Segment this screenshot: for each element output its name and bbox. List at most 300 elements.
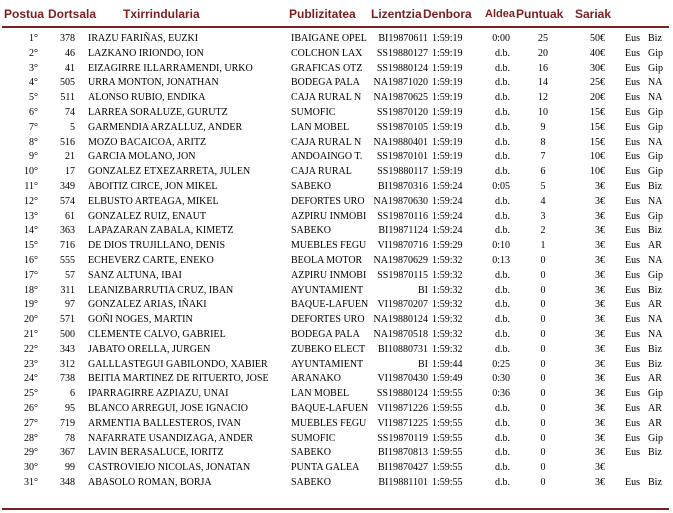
cell-publizitatea: SUMOFIC: [291, 432, 336, 444]
cell-lizentzia: BI19870813: [378, 447, 428, 459]
cell-aldea: d.b.: [495, 210, 510, 222]
cell-federazioa: Eus: [625, 62, 640, 74]
cell-postua: 28°: [24, 432, 38, 444]
cell-lizentzia: NA19870518: [373, 328, 428, 340]
cell-federazioa: Eus: [625, 121, 640, 133]
cell-publizitatea: SUMOFIC: [291, 106, 336, 118]
cell-puntuak: 3: [540, 210, 546, 222]
cell-txirrindularia: GARCIA MOLANO, JON: [88, 151, 196, 163]
cell-federazioa: Eus: [625, 476, 640, 488]
cell-txirrindularia: EIZAGIRRE ILLARRAMENDI, URKO: [88, 62, 253, 74]
table-row: [0, 298, 673, 313]
cell-sariak: 10€: [590, 151, 605, 163]
cell-lurraldea: Gip: [648, 269, 663, 281]
cell-txirrindularia: ABOITIZ CIRCE, JON MIKEL: [88, 180, 218, 192]
cell-federazioa: Eus: [625, 299, 640, 311]
cell-denbora: 1:59:19: [432, 166, 463, 178]
cell-txirrindularia: LAPAZARAN ZABALA, KIMETZ: [88, 225, 234, 237]
cell-lizentzia: NA19880401: [373, 136, 428, 148]
cell-txirrindularia: GONZALEZ ETXEZARRETA, JULEN: [88, 166, 251, 178]
cell-denbora: 1:59:32: [432, 343, 463, 355]
header-lizentzia: Lizentzia: [371, 7, 422, 21]
cell-denbora: 1:59:19: [432, 92, 463, 104]
cell-txirrindularia: ABASOLO ROMAN, BORJA: [88, 476, 212, 488]
cell-dortsala: 363: [60, 225, 75, 237]
table-row: [0, 62, 673, 77]
cell-postua: 6°: [29, 106, 38, 118]
table-header: [0, 0, 673, 27]
cell-puntuak: 0: [540, 343, 546, 355]
cell-sariak: 3€: [595, 447, 605, 459]
cell-dortsala: 378: [60, 33, 75, 44]
cell-postua: 17°: [24, 269, 38, 281]
cell-txirrindularia: MOZO BACAICOA, ARITZ: [88, 136, 207, 148]
cell-aldea: 0:00: [492, 33, 510, 44]
cell-denbora: 1:59:19: [432, 136, 463, 148]
cell-lurraldea: Biz: [648, 476, 662, 488]
table-row: [0, 47, 673, 62]
cell-lurraldea: AR: [648, 417, 662, 429]
cell-dortsala: 348: [60, 476, 75, 488]
cell-puntuak: 0: [540, 447, 546, 459]
table-row: [0, 224, 673, 239]
cell-postua: 2°: [29, 47, 38, 59]
cell-puntuak: 8: [540, 136, 546, 148]
cell-puntuak: 0: [540, 476, 546, 488]
header-txirrindularia: Txirrindularia: [123, 7, 200, 21]
cell-postua: 31°: [24, 476, 38, 488]
cell-puntuak: 0: [540, 462, 546, 474]
cell-publizitatea: SABEKO: [291, 180, 332, 192]
cell-federazioa: Eus: [625, 373, 640, 385]
cell-publizitatea: ARANAKO: [291, 373, 341, 385]
cell-postua: 10°: [24, 166, 38, 178]
cell-postua: 4°: [29, 77, 38, 89]
cell-dortsala: 738: [60, 373, 75, 385]
cell-federazioa: Eus: [625, 269, 640, 281]
cell-txirrindularia: GALLLASTEGUI GABILONDO, XABIER: [88, 358, 268, 370]
cell-sariak: 3€: [595, 402, 605, 414]
cell-denbora: 1:59:55: [432, 476, 463, 488]
cell-lurraldea: Biz: [648, 447, 662, 459]
table-row: [0, 328, 673, 343]
table-row: [0, 476, 673, 491]
cell-publizitatea: SABEKO: [291, 447, 332, 459]
cell-postua: 29°: [24, 447, 38, 459]
cell-denbora: 1:59:32: [432, 314, 463, 326]
cell-aldea: d.b.: [495, 284, 510, 296]
cell-federazioa: Eus: [625, 210, 640, 222]
cell-denbora: 1:59:19: [432, 121, 463, 133]
cell-postua: 25°: [24, 388, 38, 400]
cell-lizentzia: NA19880124: [373, 314, 428, 326]
cell-dortsala: 367: [60, 447, 75, 459]
cell-aldea: d.b.: [495, 432, 510, 444]
cell-puntuak: 0: [540, 328, 546, 340]
cell-postua: 27°: [24, 417, 38, 429]
cell-postua: 1°: [29, 33, 38, 44]
cell-lizentzia: VI19870716: [377, 240, 428, 252]
cell-publizitatea: IBAIGANE OPEL: [291, 33, 367, 44]
cell-postua: 22°: [24, 343, 38, 355]
cell-sariak: 15€: [590, 106, 605, 118]
cell-federazioa: Eus: [625, 254, 640, 266]
cell-denbora: 1:59:19: [432, 33, 463, 44]
cell-dortsala: 505: [60, 77, 75, 89]
cell-lurraldea: Gip: [648, 47, 663, 59]
cell-lizentzia: VI19871226: [377, 402, 428, 414]
cell-sariak: 3€: [595, 225, 605, 237]
table-row: [0, 446, 673, 461]
cell-dortsala: 46: [65, 47, 75, 59]
cell-sariak: 3€: [595, 180, 605, 192]
cell-denbora: 1:59:24: [432, 225, 463, 237]
cell-publizitatea: SABEKO: [291, 476, 332, 488]
cell-lizentzia: NA19870625: [373, 92, 428, 104]
cell-txirrindularia: BEITIA MARTINEZ DE RITUERTO, JOSE: [88, 373, 269, 385]
cell-postua: 21°: [24, 328, 38, 340]
cell-postua: 16°: [24, 254, 38, 266]
cell-postua: 3°: [29, 62, 38, 74]
cell-postua: 24°: [24, 373, 38, 385]
cell-aldea: d.b.: [495, 225, 510, 237]
cell-sariak: 3€: [595, 476, 605, 488]
cell-sariak: 10€: [590, 166, 605, 178]
cell-federazioa: Eus: [625, 92, 640, 104]
cell-sariak: 3€: [595, 328, 605, 340]
cell-postua: 11°: [24, 180, 38, 192]
cell-denbora: 1:59:19: [432, 47, 463, 59]
table-row: [0, 284, 673, 299]
cell-sariak: 3€: [595, 432, 605, 444]
cell-publizitatea: CAJA RURAL N: [291, 136, 362, 148]
cell-dortsala: 95: [65, 402, 75, 414]
cell-txirrindularia: ECHEVERZ CARTE, ENEKO: [88, 254, 214, 266]
cell-aldea: d.b.: [495, 417, 510, 429]
cell-txirrindularia: URRA MONTON, JONATHAN: [88, 77, 219, 89]
cell-puntuak: 16: [538, 62, 548, 74]
cell-aldea: d.b.: [495, 328, 510, 340]
cell-txirrindularia: LARREA SORALUZE, GURUTZ: [88, 106, 228, 118]
cell-txirrindularia: SANZ ALTUNA, IBAI: [88, 269, 182, 281]
cell-dortsala: 5: [70, 121, 75, 133]
cell-aldea: d.b.: [495, 47, 510, 59]
cell-txirrindularia: JABATO ORELLA, JURGEN: [88, 343, 211, 355]
table-row: [0, 180, 673, 195]
cell-dortsala: 312: [60, 358, 75, 370]
cell-publizitatea: CAJA RURAL N: [291, 92, 362, 104]
cell-sariak: 3€: [595, 240, 605, 252]
cell-txirrindularia: IRAZU FARIÑAS, EUZKI: [88, 33, 199, 44]
cell-lizentzia: NA19871020: [373, 77, 428, 89]
cell-denbora: 1:59:55: [432, 402, 463, 414]
cell-sariak: 15€: [590, 136, 605, 148]
cell-postua: 12°: [24, 195, 38, 207]
cell-denbora: 1:59:32: [432, 269, 463, 281]
cell-puntuak: 0: [540, 373, 546, 385]
cell-federazioa: Eus: [625, 358, 640, 370]
cell-postua: 26°: [24, 402, 38, 414]
cell-dortsala: 17: [65, 166, 75, 178]
cell-publizitatea: COLCHON LAX: [291, 47, 363, 59]
cell-aldea: d.b.: [495, 402, 510, 414]
cell-puntuak: 9: [540, 121, 546, 133]
cell-txirrindularia: LAZKANO IRIONDO, ION: [88, 47, 204, 59]
cell-publizitatea: BODEGA PALA: [291, 77, 360, 89]
header-publizitatea: Publizitatea: [289, 7, 356, 21]
cell-federazioa: Eus: [625, 314, 640, 326]
cell-sariak: 3€: [595, 314, 605, 326]
cell-puntuak: 0: [540, 299, 546, 311]
cell-publizitatea: PUNTA GALEA: [291, 462, 360, 474]
cell-lurraldea: Gip: [648, 62, 663, 74]
cell-puntuak: 4: [540, 195, 546, 207]
cell-dortsala: 6: [70, 388, 75, 400]
cell-federazioa: Eus: [625, 136, 640, 148]
cell-lizentzia: NA19870629: [373, 254, 428, 266]
cell-aldea: d.b.: [495, 77, 510, 89]
cell-sariak: 3€: [595, 373, 605, 385]
cell-postua: 13°: [24, 210, 38, 222]
cell-puntuak: 0: [540, 314, 546, 326]
cell-lurraldea: NA: [648, 195, 663, 207]
cell-publizitatea: AYUNTAMIENT: [291, 358, 364, 370]
cell-postua: 30°: [24, 462, 38, 474]
cell-lurraldea: AR: [648, 240, 662, 252]
cell-dortsala: 500: [60, 328, 75, 340]
cell-txirrindularia: LEANIZBARRUTIA CRUZ, IBAN: [88, 284, 234, 296]
table-row: [0, 402, 673, 417]
header-rule: [2, 26, 669, 28]
table-row: [0, 165, 673, 180]
cell-lurraldea: AR: [648, 299, 662, 311]
cell-denbora: 1:59:49: [432, 373, 463, 385]
cell-dortsala: 516: [60, 136, 75, 148]
cell-federazioa: Eus: [625, 166, 640, 178]
cell-lurraldea: NA: [648, 314, 663, 326]
table-row: [0, 417, 673, 432]
cell-sariak: 3€: [595, 417, 605, 429]
cell-denbora: 1:59:24: [432, 210, 463, 222]
cell-lizentzia: SS19880117: [377, 166, 428, 178]
cell-denbora: 1:59:19: [432, 77, 463, 89]
cell-sariak: 3€: [595, 269, 605, 281]
cell-federazioa: Eus: [625, 47, 640, 59]
cell-publizitatea: ZUBEKO ELECT: [291, 343, 366, 355]
cell-aldea: d.b.: [495, 166, 510, 178]
cell-publizitatea: DEFORTES URO: [291, 314, 365, 326]
cell-txirrindularia: GONZALEZ ARIAS, IÑAKI: [88, 299, 207, 311]
cell-publizitatea: AZPIRU INMOBI: [291, 210, 367, 222]
cell-sariak: 3€: [595, 254, 605, 266]
cell-lizentzia: SS19880127: [376, 47, 428, 59]
table-row: [0, 387, 673, 402]
cell-dortsala: 74: [65, 106, 75, 118]
cell-publizitatea: AYUNTAMIENT: [291, 284, 364, 296]
cell-txirrindularia: BLANCO ARREGUI, JOSE IGNACIO: [88, 402, 249, 414]
cell-publizitatea: CAJA RURAL: [291, 166, 352, 178]
cell-sariak: 3€: [595, 358, 605, 370]
cell-lurraldea: Biz: [648, 33, 662, 44]
cell-dortsala: 555: [60, 254, 75, 266]
cell-aldea: 0:36: [492, 388, 510, 400]
cell-lizentzia: VI19870430: [377, 373, 428, 385]
cell-puntuak: 0: [540, 402, 546, 414]
cell-lizentzia: BI19870611: [378, 33, 428, 44]
cell-lizentzia: NA19870630: [373, 195, 428, 207]
cell-puntuak: 12: [538, 92, 548, 104]
cell-aldea: d.b.: [495, 462, 510, 474]
cell-lurraldea: NA: [648, 328, 663, 340]
cell-postua: 15°: [24, 240, 38, 252]
cell-lurraldea: AR: [648, 373, 662, 385]
cell-puntuak: 1: [540, 240, 546, 252]
cell-federazioa: Eus: [625, 402, 640, 414]
cell-puntuak: 0: [540, 388, 546, 400]
header-puntuak: Puntuak: [516, 7, 564, 21]
cell-txirrindularia: GONZALEZ RUIZ, ENAUT: [88, 210, 207, 222]
cell-publizitatea: DEFORTES URO: [291, 195, 365, 207]
cell-lurraldea: Gip: [648, 151, 663, 163]
cell-dortsala: 343: [60, 343, 75, 355]
cell-txirrindularia: NAFARRATE USANDIZAGA, ANDER: [88, 432, 254, 444]
cell-sariak: 25€: [590, 77, 605, 89]
cell-lurraldea: NA: [648, 136, 663, 148]
header-dortsala: Dortsala: [48, 7, 97, 21]
cell-denbora: 1:59:24: [432, 195, 463, 207]
cell-lizentzia: BI: [418, 358, 428, 370]
cell-sariak: 20€: [590, 92, 605, 104]
cell-sariak: 3€: [595, 284, 605, 296]
table-row: [0, 32, 673, 47]
cell-publizitatea: LAN MOBEL: [291, 388, 350, 400]
table-row: [0, 195, 673, 210]
cell-puntuak: 7: [540, 151, 546, 163]
table-row: [0, 432, 673, 447]
cell-federazioa: Eus: [625, 417, 640, 429]
cell-publizitatea: BEOLA MOTOR: [291, 254, 363, 266]
cell-lizentzia: SS19870116: [377, 210, 428, 222]
cell-lurraldea: Biz: [648, 180, 662, 192]
cell-puntuak: 0: [540, 254, 546, 266]
table-row: [0, 121, 673, 136]
cell-lurraldea: NA: [648, 254, 663, 266]
cell-postua: 9°: [29, 151, 38, 163]
cell-federazioa: Eus: [625, 151, 640, 163]
cell-postua: 23°: [24, 358, 38, 370]
cell-aldea: 0:30: [492, 373, 510, 385]
cell-lizentzia: BI19871124: [378, 225, 428, 237]
cell-lurraldea: Gip: [648, 166, 663, 178]
cell-lurraldea: Gip: [648, 388, 663, 400]
cell-publizitatea: MUEBLES FEGU: [291, 240, 367, 252]
cell-txirrindularia: ELBUSTO ARTEAGA, MIKEL: [88, 195, 219, 207]
table-row: [0, 269, 673, 284]
cell-publizitatea: AZPIRU INMOBI: [291, 269, 367, 281]
cell-federazioa: Eus: [625, 195, 640, 207]
cell-denbora: 1:59:32: [432, 284, 463, 296]
cell-txirrindularia: IPARRAGIRRE AZPIAZU, UNAI: [88, 388, 229, 400]
header-postua: Postua: [4, 7, 45, 21]
cell-denbora: 1:59:19: [432, 151, 463, 163]
cell-denbora: 1:59:55: [432, 417, 463, 429]
table-row: [0, 254, 673, 269]
cell-lurraldea: Gip: [648, 106, 663, 118]
cell-puntuak: 14: [538, 77, 548, 89]
cell-publizitatea: BAQUE-LAFUEN: [291, 299, 369, 311]
cell-denbora: 1:59:24: [432, 180, 463, 192]
cell-dortsala: 97: [65, 299, 75, 311]
cell-denbora: 1:59:32: [432, 328, 463, 340]
cell-federazioa: Eus: [625, 33, 640, 44]
cell-denbora: 1:59:32: [432, 254, 463, 266]
cell-lurraldea: Biz: [648, 343, 662, 355]
table-row: [0, 91, 673, 106]
cell-aldea: d.b.: [495, 151, 510, 163]
cell-aldea: d.b.: [495, 62, 510, 74]
cell-lizentzia: SS19870120: [376, 106, 428, 118]
cell-sariak: 3€: [595, 195, 605, 207]
cell-aldea: d.b.: [495, 92, 510, 104]
table-row: [0, 239, 673, 254]
cell-puntuak: 25: [538, 33, 548, 44]
cell-puntuak: 20: [538, 47, 548, 59]
cell-lizentzia: VI19870207: [377, 299, 428, 311]
table-row: [0, 313, 673, 328]
cell-lurraldea: Gip: [648, 121, 663, 133]
cell-lurraldea: NA: [648, 92, 663, 104]
table-row: [0, 136, 673, 151]
cell-denbora: 1:59:32: [432, 299, 463, 311]
cell-lizentzia: SS19870101: [376, 151, 428, 163]
cell-aldea: d.b.: [495, 269, 510, 281]
cell-denbora: 1:59:55: [432, 462, 463, 474]
cell-lizentzia: BI19881101: [378, 476, 428, 488]
cell-denbora: 1:59:19: [432, 62, 463, 74]
cell-txirrindularia: CLEMENTE CALVO, GABRIEL: [88, 328, 226, 340]
cell-publizitatea: GRAFICAS OTZ: [291, 62, 363, 74]
cell-dortsala: 716: [60, 240, 75, 252]
cell-postua: 20°: [24, 314, 38, 326]
cell-lizentzia: SS19870115: [377, 269, 428, 281]
cell-lizentzia: SS19880124: [376, 388, 428, 400]
cell-postua: 7°: [29, 121, 38, 133]
cell-lizentzia: BI10880731: [378, 343, 428, 355]
cell-txirrindularia: GOÑI NOGES, MARTIN: [88, 314, 193, 326]
cell-lurraldea: Gip: [648, 432, 663, 444]
cell-lurraldea: Gip: [648, 210, 663, 222]
cell-lurraldea: Biz: [648, 358, 662, 370]
cell-lurraldea: Biz: [648, 225, 662, 237]
cell-federazioa: Eus: [625, 240, 640, 252]
cell-dortsala: 719: [60, 417, 75, 429]
cell-aldea: d.b.: [495, 314, 510, 326]
cell-lizentzia: SS19870105: [376, 121, 428, 133]
cell-dortsala: 78: [65, 432, 75, 444]
results-table: [0, 32, 673, 491]
table-row: [0, 358, 673, 373]
cell-txirrindularia: ALONSO RUBIO, ENDIKA: [88, 92, 206, 104]
cell-lizentzia: BI19870316: [378, 180, 428, 192]
cell-sariak: 3€: [595, 388, 605, 400]
cell-federazioa: Eus: [625, 225, 640, 237]
footer-rule: [2, 508, 669, 510]
cell-federazioa: Eus: [625, 328, 640, 340]
cell-sariak: 3€: [595, 343, 605, 355]
table-row: [0, 210, 673, 225]
cell-puntuak: 2: [540, 225, 546, 237]
cell-dortsala: 311: [60, 284, 75, 296]
